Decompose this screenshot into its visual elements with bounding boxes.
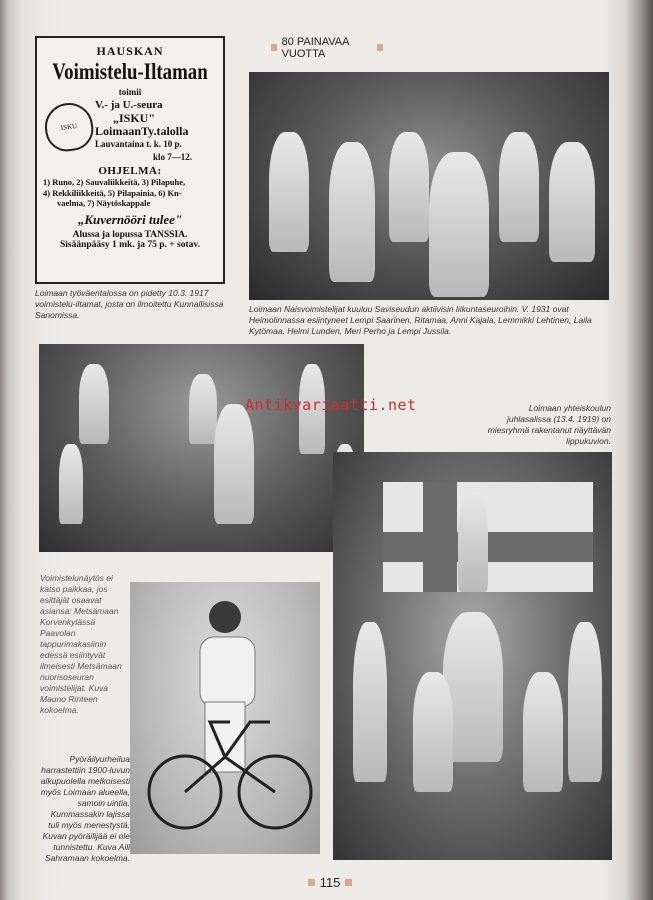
poster-title: Voimistelu-Iltaman [52, 59, 208, 84]
page-footer [300, 874, 360, 890]
photo-gymnast-pyramid [39, 344, 364, 552]
poster-organizer-text: V.- ja U.-seura „ISKU" LoimaanTy.talolla Lauvantaina t. k. 10 p. klo 7—12. [95, 99, 193, 162]
photo-cyclist [130, 582, 320, 854]
header-square-icon [271, 44, 277, 51]
page-number: 115 [319, 874, 341, 890]
poster-line1: HAUSKAN [96, 44, 164, 58]
photo-women-gymnasts [249, 72, 609, 300]
caption-poster: Loimaan työväentalossa on pidetty 10.3. 1917 voimistelu-iltamat, josta on ilmoitettu Kunnallisissa Sanomissa. [35, 288, 224, 320]
footer-square-icon [308, 879, 315, 886]
watermark: Antikvariaatti.net [245, 396, 417, 414]
header-square-icon [377, 44, 383, 51]
poster-advertisement [35, 36, 225, 284]
caption-flag-formation: Loimaan yhteiskoulun juhlasalissa (13.4. 1919) on miesryhmä rakentanut näyttävän lippukuvion. [487, 403, 611, 446]
caption-cyclist: Pyöräilyurheilua harrastettiin 1900-luvun alkupuolella melkoisesti myös Loimaan alueella, samoin uintia. Kummassakin lajissa tuli myös menestystä. Kuvan pyöräilijää ei ole tunnistettu. Kuva Aili Sahramaan kokoelma. [40, 754, 130, 863]
photo-cyclist-frame [130, 582, 320, 854]
club-seal-icon: ISKU [42, 100, 96, 154]
poster-dance: Alussa ja lopussa TANSSIA. [72, 229, 188, 240]
poster-program-heading: OHJELMA: [98, 165, 162, 177]
footer-square-icon [345, 879, 352, 886]
caption-women-gymnasts: Loimaan Naisvoimistelijat kuuluu Saviseudun aktiivisin liikuntaseuroihin. V. 1931 ovat Heimolinnassa esiintyneet Lempi Saarinen, Ritamaa, Anni Kajala, Lemmikki Lehtinen, Laila Kytömaa, Helmi Lunden, Meri Perho ja Lempi Jussila. [249, 304, 592, 336]
section-header: 80 PAINAVAA VUOTTA [266, 40, 388, 55]
poster-play-title: „Kuvernööri tulee" [77, 211, 183, 227]
photo-flag-formation [333, 452, 612, 860]
cyclist-illustration [130, 582, 320, 854]
poster-line3: toimii [118, 87, 142, 97]
caption-pyramid: Voimistelunäytös ei katso paikkaa, jos esittäjät osaavat asiansa: Metsämaan Korvenkylässä Paavolan tappurimakasiinin edessä esiintyvät ilmeisesti Metsämaan nuorisoseuran voimistelijat. Kuva Mauno Rinteen kokoelma. [40, 573, 122, 715]
poster-program: 1) Runo, 2) Sauvaliikkeitä, 3) Pilapuhe, 4) Rekkiliikkeitä, 5) Pilapainia, 6) Kn- vaelma, 7) Näytöskappale [43, 177, 186, 208]
poster-organizer [37, 97, 223, 163]
poster-entry-fee: Sisäänpääsy 1 mk. ja 75 p. + sotav. [59, 239, 201, 250]
